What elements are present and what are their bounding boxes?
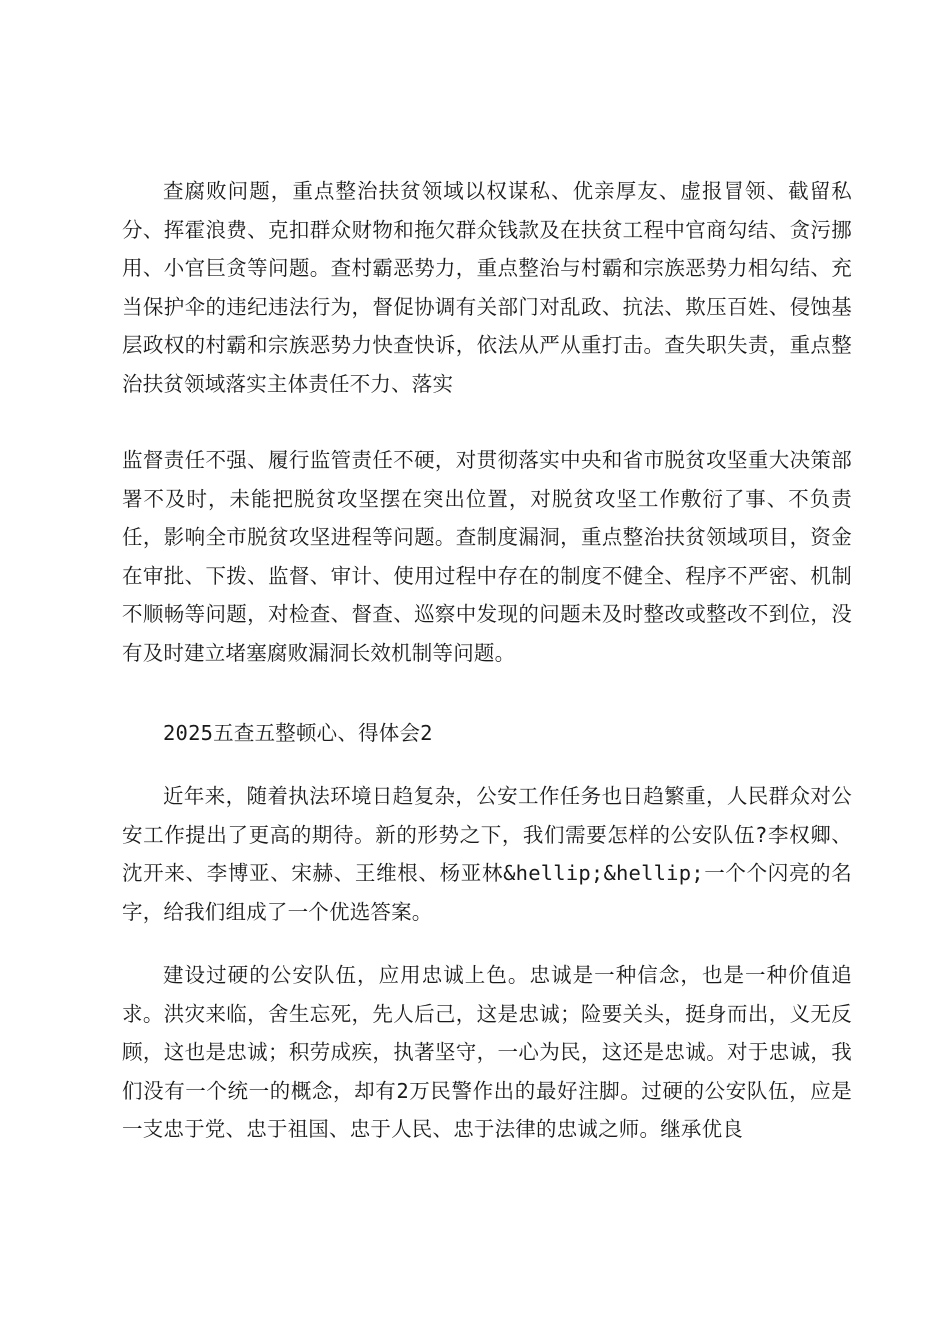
paragraph-jiandu: 监督责任不强、履行监管责任不硬，对贯彻落实中央和省市脱贫攻坚重大决策部署不及时，未能把脱贫攻坚摆在突出位置，对脱贫攻坚工作敷衍了事、不负责任，影响全市脱贫攻坚进程等问题。查制度漏洞，重点整治扶贫领域项目，资金在审批、下拨、监督、审计、使用过程中存在的制度不健全、程序不严密、机制不顺畅等问题，对检查、督查、巡察中发现的问题未及时整改或整改不到位，没有及时建立堵塞腐败漏洞长效机制等问题。 <box>122 448 852 665</box>
paragraph-jinnianlai: 近年来，随着执法环境日趋复杂，公安工作任务也日趋繁重，人民群众对公安工作提出了更高的期待。新的形势之下，我们需要怎样的公安队伍?李权卿、沈开来、李博亚、宋赫、王维根、杨亚林&hellip;&hellip;一个个闪亮的名字，给我们组成了一个优选答案。 <box>122 784 852 924</box>
paragraph-zhongcheng: 建设过硬的公安队伍，应用忠诚上色。忠诚是一种信念，也是一种价值追求。洪灾来临，舍生忘死，先人后己，这是忠诚；险要关头，挺身而出，义无反顾，这也是忠诚；积劳成疾，执著坚守，一心为民，这还是忠诚。对于忠诚，我们没有一个统一的概念，却有2万民警作出的最好注脚。过硬的公安队伍，应是一支忠于党、忠于祖国、忠于人民、忠于法律的忠诚之师。继承优良 <box>122 963 852 1141</box>
section-heading: 2025五查五整顿心、得体会2 <box>163 721 433 745</box>
paragraph-fubai: 查腐败问题，重点整治扶贫领域以权谋私、优亲厚友、虚报冒领、截留私分、挥霍浪费、克扣群众财物和拖欠群众钱款及在扶贫工程中官商勾结、贪污挪用、小官巨贪等问题。查村霸恶势力，重点整治与村霸和宗族恶势力相勾结、充当保护伞的违纪违法行为，督促协调有关部门对乱政、抗法、欺压百姓、侵蚀基层政权的村霸和宗族恶势力快查快诉，依法从严从重打击。查失职失责，重点整治扶贫领域落实主体责任不力、落实 <box>122 179 852 396</box>
